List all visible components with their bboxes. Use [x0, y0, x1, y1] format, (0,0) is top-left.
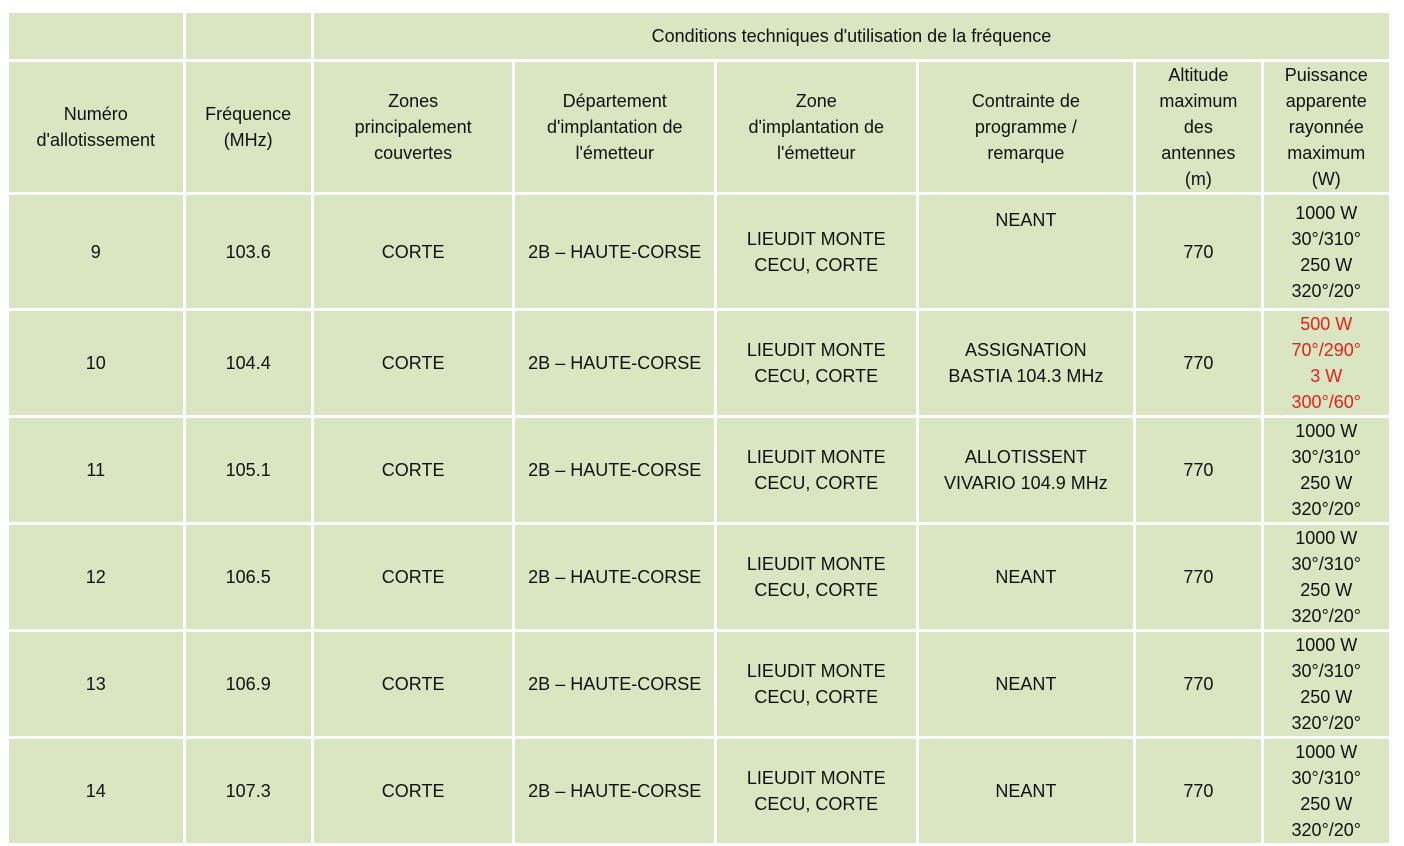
cell-line: 320°/20° [1291, 606, 1361, 626]
header-puissance [1264, 62, 1389, 192]
cell-puissance [1264, 311, 1389, 415]
cell-line: 320°/20° [1291, 499, 1361, 519]
cell-zone-implantation [717, 525, 916, 629]
cell-line: Département [562, 91, 667, 111]
cell-contrainte [919, 739, 1134, 843]
cell-line: 30°/310° [1291, 661, 1361, 681]
cell-contrainte [919, 632, 1134, 736]
cell-line: antennes [1161, 143, 1236, 163]
cell-line: l'émetteur [575, 143, 654, 163]
cell-frequence: 106.9 [186, 632, 311, 736]
cell-zone-implantation [717, 418, 916, 522]
cell-line: 30°/310° [1291, 768, 1361, 788]
cell-zones: CORTE [314, 418, 513, 522]
cell-line: maximum [1287, 143, 1366, 163]
cell-departement: 2B – HAUTE-CORSE [515, 632, 714, 736]
cell-zone-implantation [717, 195, 916, 308]
cell-line: ALLOTISSENT [964, 447, 1087, 467]
header-contrainte [919, 62, 1134, 192]
cell-line: 1000 W [1295, 202, 1358, 223]
cell-line: 250 W [1300, 687, 1353, 707]
cell-line: Puissance [1284, 65, 1368, 85]
cell-line: Numéro [63, 104, 128, 124]
cell-line: NEANT [995, 567, 1057, 587]
cell-line: d'implantation de [748, 117, 885, 137]
header-corner-empty-2 [186, 13, 311, 59]
cell-altitude: 770 [1136, 195, 1260, 308]
cell-line: 70°/290° [1291, 340, 1361, 360]
cell-line: NEANT [995, 210, 1057, 230]
cell-line: LIEUDIT MONTE [746, 447, 886, 467]
cell-line: CECU, CORTE [754, 794, 879, 814]
cell-zones: CORTE [314, 311, 513, 415]
cell-departement: 2B – HAUTE-CORSE [515, 418, 714, 522]
cell-line: CECU, CORTE [754, 580, 879, 600]
cell-line: VIVARIO 104.9 MHz [943, 473, 1108, 493]
cell-line: apparente [1285, 91, 1367, 111]
header-zone-implantation [717, 62, 916, 192]
cell-departement: 2B – HAUTE-CORSE [515, 311, 714, 415]
cell-zones: CORTE [314, 525, 513, 629]
cell-line: 30°/310° [1291, 228, 1361, 249]
cell-zones: CORTE [314, 195, 513, 308]
cell-line: (MHz) [223, 130, 273, 150]
table-row [9, 311, 1389, 415]
cell-departement: 2B – HAUTE-CORSE [515, 525, 714, 629]
cell-line: des [1183, 117, 1213, 137]
cell-line: couvertes [374, 143, 453, 163]
cell-line: Fréquence [205, 104, 292, 124]
cell-frequence: 105.1 [186, 418, 311, 522]
cell-line: 300°/60° [1291, 392, 1361, 412]
cell-line: Zone [795, 91, 837, 111]
cell-frequence: 104.4 [186, 311, 311, 415]
cell-departement: 2B – HAUTE-CORSE [515, 739, 714, 843]
table-row [9, 739, 1389, 843]
cell-line: LIEUDIT MONTE [746, 228, 886, 249]
cell-altitude: 770 [1136, 739, 1260, 843]
cell-line: l'émetteur [777, 143, 856, 163]
cell-frequence: 106.5 [186, 525, 311, 629]
cell-puissance [1264, 418, 1389, 522]
cell-line: Zones [388, 91, 439, 111]
table-row [9, 195, 1389, 308]
cell-line: principalement [354, 117, 472, 137]
cell-puissance [1264, 739, 1389, 843]
cell-line: CECU, CORTE [754, 254, 879, 275]
cell-line: rayonnée [1288, 117, 1364, 137]
cell-line: maximum [1159, 91, 1238, 111]
cell-line: LIEUDIT MONTE [746, 768, 886, 788]
cell-altitude: 770 [1136, 311, 1260, 415]
header-altitude [1136, 62, 1260, 192]
cell-puissance [1264, 525, 1389, 629]
cell-line: 1000 W [1295, 742, 1358, 762]
cell-departement: 2B – HAUTE-CORSE [515, 195, 714, 308]
cell-line: 500 W [1300, 314, 1353, 334]
cell-zones: CORTE [314, 739, 513, 843]
cell-contrainte [919, 418, 1134, 522]
cell-altitude: 770 [1136, 525, 1260, 629]
cell-line: 320°/20° [1291, 280, 1361, 301]
cell-zone-implantation [717, 739, 916, 843]
cell-puissance [1264, 195, 1389, 308]
cell-line: 250 W [1300, 794, 1353, 814]
cell-line: 3 W [1310, 366, 1343, 386]
cell-line: 320°/20° [1291, 820, 1361, 840]
cell-line: LIEUDIT MONTE [746, 340, 886, 360]
cell-numero: 12 [9, 525, 183, 629]
header-frequence [186, 62, 311, 192]
cell-line: d'allotissement [36, 130, 155, 150]
cell-line: Altitude [1168, 65, 1229, 85]
cell-line: CECU, CORTE [754, 366, 879, 386]
cell-frequence: 107.3 [186, 739, 311, 843]
cell-numero: 10 [9, 311, 183, 415]
cell-altitude: 770 [1136, 632, 1260, 736]
allotment-table [6, 10, 1392, 846]
cell-line: ASSIGNATION [965, 340, 1087, 360]
cell-line: 30°/310° [1291, 554, 1361, 574]
header-zones [314, 62, 513, 192]
cell-line: remarque [987, 143, 1065, 163]
cell-contrainte [919, 525, 1134, 629]
cell-contrainte [919, 195, 1134, 308]
cell-line: 320°/20° [1291, 713, 1361, 733]
cell-puissance [1264, 632, 1389, 736]
cell-line: (W) [1311, 169, 1341, 189]
cell-zone-implantation [717, 311, 916, 415]
cell-line: 250 W [1300, 580, 1353, 600]
cell-contrainte [919, 311, 1134, 415]
cell-line: CECU, CORTE [754, 473, 879, 493]
header-numero [9, 62, 183, 192]
cell-line: LIEUDIT MONTE [746, 554, 886, 574]
cell-zone-implantation [717, 632, 916, 736]
cell-line: 1000 W [1295, 635, 1358, 655]
group-header: Conditions techniques d'utilisation de la fréquence [314, 13, 1389, 59]
cell-numero: 13 [9, 632, 183, 736]
cell-line: NEANT [995, 674, 1057, 694]
cell-line: CECU, CORTE [754, 687, 879, 707]
cell-line: 1000 W [1295, 528, 1358, 548]
header-corner-empty [9, 13, 183, 59]
cell-line: 1000 W [1295, 421, 1358, 441]
cell-line: NEANT [995, 781, 1057, 801]
cell-line: programme / [974, 117, 1077, 137]
cell-altitude: 770 [1136, 418, 1260, 522]
cell-frequence: 103.6 [186, 195, 311, 308]
table-row [9, 632, 1389, 736]
cell-line: BASTIA 104.3 MHz [948, 366, 1104, 386]
cell-line: 30°/310° [1291, 447, 1361, 467]
cell-line: Contrainte de [971, 91, 1080, 111]
cell-numero: 14 [9, 739, 183, 843]
cell-numero: 9 [9, 195, 183, 308]
cell-line: 250 W [1300, 473, 1353, 493]
cell-line: LIEUDIT MONTE [746, 661, 886, 681]
cell-line: 250 W [1300, 254, 1353, 275]
table-row [9, 418, 1389, 522]
table-row [9, 525, 1389, 629]
cell-zones: CORTE [314, 632, 513, 736]
cell-line: (m) [1184, 169, 1212, 189]
header-departement [515, 62, 714, 192]
cell-line: d'implantation de [546, 117, 683, 137]
cell-numero: 11 [9, 418, 183, 522]
